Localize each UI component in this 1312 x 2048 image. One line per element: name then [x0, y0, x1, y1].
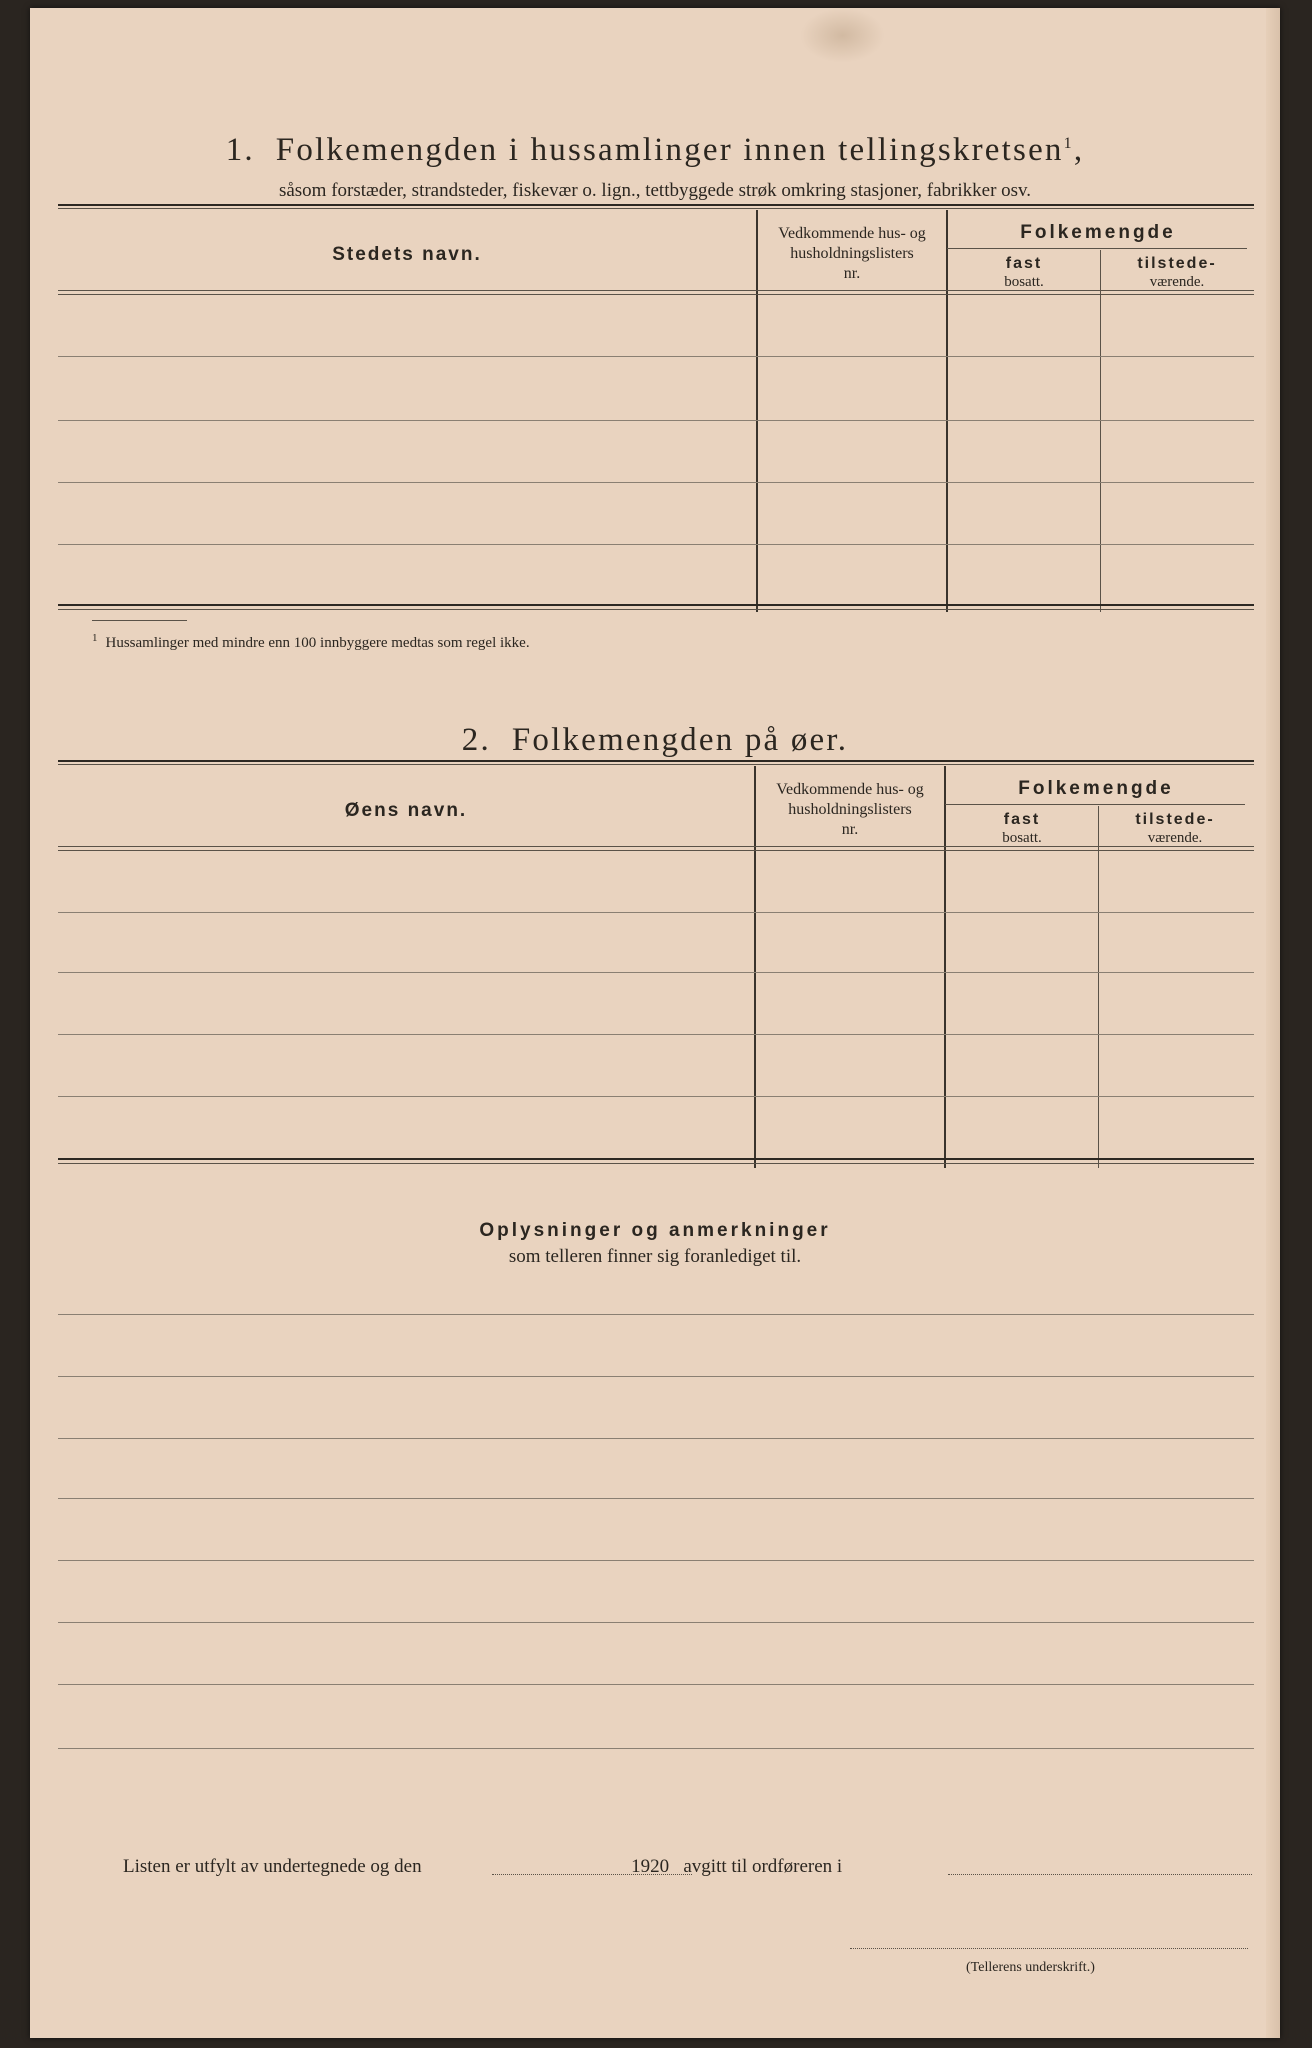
census-form-page	[30, 8, 1280, 2038]
remarks-line	[58, 1438, 1254, 1439]
remarks-title: Oplysninger og anmerkninger	[479, 1220, 831, 1241]
table2-col-divider-3	[1098, 806, 1099, 1168]
signature-blank-line[interactable]	[850, 1948, 1248, 1949]
table1-header-bottom	[58, 290, 1254, 291]
signature-text-b: avgitt til ordføreren i	[683, 1856, 843, 1877]
table1-header-lists-line3: nr.	[843, 265, 861, 282]
table2-row-line	[58, 912, 1254, 913]
remarks-line	[58, 1560, 1254, 1561]
table1-header-lists-line1: Vedkommende hus- og	[778, 225, 926, 242]
table1-header-lists-line2: husholdningslisters	[790, 245, 914, 262]
table1-header-tilstede	[1102, 254, 1252, 292]
table1-col-divider-3	[1100, 250, 1101, 612]
table2-folk-rule	[945, 804, 1245, 805]
table1-bottom-rule-2	[58, 609, 1254, 610]
table1-top-rule	[58, 204, 1254, 206]
table2-top-rule	[58, 760, 1254, 762]
date-blank-line[interactable]	[492, 1874, 692, 1875]
remarks-line	[58, 1622, 1254, 1623]
municipality-blank-line[interactable]	[948, 1874, 1252, 1875]
table1-bottom-rule	[58, 604, 1254, 606]
section1-footnote-mark: 1	[1063, 135, 1074, 152]
table1-header-fast-label: fast	[1005, 255, 1043, 272]
signature-year: 1920	[631, 1856, 670, 1877]
footnote-mark: 1	[92, 632, 98, 644]
table1-row-line	[58, 420, 1254, 421]
table2-header-lists	[756, 780, 944, 840]
table1-folk-rule	[947, 248, 1247, 249]
table1-header-folkemengde: Folkemengde	[1020, 222, 1176, 243]
remarks-line	[58, 1748, 1254, 1749]
remarks-line	[58, 1376, 1254, 1377]
section2-title	[30, 722, 1280, 759]
section2-title-text: Folkemengden på øer.	[511, 722, 849, 758]
remarks-subtitle: som telleren finner sig foranlediget til.	[508, 1246, 802, 1267]
table1-row-line	[58, 356, 1254, 357]
table2-header-fast-sub: bosatt.	[1002, 830, 1042, 846]
table2-header-tilstede	[1100, 810, 1250, 848]
table1-row-line	[58, 482, 1254, 483]
section1-title	[30, 132, 1280, 169]
remarks-line	[58, 1684, 1254, 1685]
table2-row-line	[58, 1034, 1254, 1035]
table2-header-lists-line3: nr.	[841, 821, 859, 838]
table2-header-lists-line2: husholdningslisters	[788, 801, 912, 818]
table1-header-tilstede-sub: værende.	[1149, 274, 1205, 290]
page-edge	[1266, 8, 1280, 2038]
table2-header-fast	[946, 810, 1098, 848]
table2-top-rule-2	[58, 764, 1254, 765]
footnote-rule	[92, 620, 187, 621]
section1-subtitle: såsom forstæder, strandsteder, fiskevær o. lign., tettbyggede strøk omkring stasjoner, fabrikker osv.	[278, 180, 1032, 201]
footnote	[92, 632, 530, 652]
section1-title-suffix: ,	[1073, 132, 1085, 168]
section1-number: 1.	[225, 132, 255, 168]
section2-number: 2.	[461, 722, 491, 758]
table1-top-rule-2	[58, 208, 1254, 209]
table1-header-name: Stedets navn.	[332, 244, 482, 265]
table1-header-fast-sub: bosatt.	[1004, 274, 1044, 290]
section1-title-text: Folkemengden i hussamlinger innen tellingskretsen	[275, 132, 1064, 168]
table1-header-lists	[758, 224, 946, 284]
signature-sentence	[123, 1856, 842, 1878]
table2-header-name: Øens navn.	[344, 800, 468, 821]
table1-header-bottom-2	[58, 294, 1254, 295]
table2-header-bottom	[58, 846, 1254, 847]
signature-text-a: Listen er utfylt av undertegnede og den	[123, 1856, 422, 1877]
table2-header-bottom-2	[58, 850, 1254, 851]
table2-row-line	[58, 1096, 1254, 1097]
table1-header-fast	[948, 254, 1100, 292]
remarks-line	[58, 1314, 1254, 1315]
remarks-line	[58, 1498, 1254, 1499]
footnote-text: Hussamlinger med mindre enn 100 innbyggere medtas som regel ikke.	[105, 635, 530, 651]
signature-caption: (Tellerens underskrift.)	[966, 1960, 1095, 1975]
table2-bottom-rule-2	[58, 1163, 1254, 1164]
table1-header-tilstede-label: tilstede-	[1137, 255, 1217, 272]
table2-row-line	[58, 972, 1254, 973]
table2-header-tilstede-sub: værende.	[1147, 830, 1203, 846]
table2-bottom-rule	[58, 1158, 1254, 1160]
paper-tear	[800, 8, 885, 63]
table2-header-tilstede-label: tilstede-	[1135, 811, 1215, 828]
table2-header-fast-label: fast	[1003, 811, 1041, 828]
table1-row-line	[58, 544, 1254, 545]
table2-header-lists-line1: Vedkommende hus- og	[776, 781, 924, 798]
table2-header-folkemengde: Folkemengde	[1018, 778, 1174, 799]
